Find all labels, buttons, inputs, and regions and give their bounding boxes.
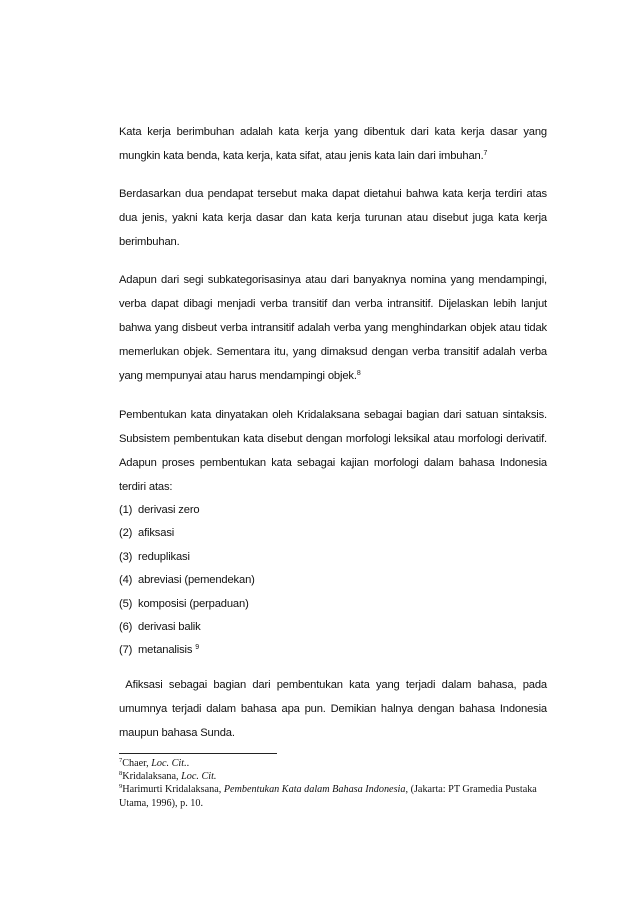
footnotes [119, 757, 547, 810]
footnote-separator [119, 753, 277, 754]
list-item [119, 569, 547, 592]
footnote-ref: 9 [195, 644, 200, 652]
list-text: derivasi balik [138, 621, 201, 634]
list-item [119, 522, 547, 545]
paragraph-3 [119, 268, 547, 388]
list-text: komposisi (perpaduan) [138, 597, 249, 610]
list-item [119, 593, 547, 616]
list-number: (1) [119, 504, 133, 516]
paragraph-5 [119, 673, 550, 745]
paragraph-text: Afiksasi sebagai bagian dari pembentukan kata yang terjadi dalam bahasa, pada umumnya terjadi dalam bahasa apa pun. Demikian halnya dengan bahasa Indonesia maupun bahasa Sunda. [119, 679, 550, 739]
list-number: (2) [119, 527, 133, 540]
footnote-number: 8 [119, 770, 123, 778]
footnote-8 [119, 770, 547, 783]
footnote-title: Loc. Cit. [151, 758, 187, 769]
list-text: reduplikasi [138, 550, 190, 563]
footnote-title: Pembentukan Kata dalam Bahasa Indonesia [223, 784, 406, 796]
list-item [119, 639, 547, 662]
list-number: (3) [119, 550, 133, 563]
paragraph-text: Berdasarkan dua pendapat tersebut maka dapat dietahui bahwa kata kerja terdiri atas dua jenis, yakni kata kerja dasar dan kata kerja turunan atau disebut juga kata kerja berimbuhan. [119, 188, 547, 248]
list-number: (5) [119, 597, 133, 610]
list-text: abreviasi (pemendekan) [138, 574, 255, 587]
paragraph-1 [119, 120, 547, 168]
paragraph-text: Pembentukan kata dinyatakan oleh Kridalaksana sebagai bagian dari satuan sintaksis. Subsistem pembentukan kata disebut dengan morfologi leksikal atau morfologi derivatif. Adapun proses pembentukan kata sebagai kajian morfologi dalam bahasa Indonesia terdiri atas: [119, 409, 547, 493]
list-number: (6) [119, 621, 133, 634]
footnote-7 [119, 757, 547, 770]
footnote-author: Chaer, [122, 758, 152, 769]
paragraph-text: Adapun dari segi subkategorisasinya atau dari banyaknya nomina yang mendampingi, verba dapat dibagi menjadi verba transitif dan verba intransitif. Dijelaskan lebih lanjut bahwa yang disbeut verba intransitif adalah verba yang menghindarkan objek atau tidak memerlukan objek. Sementara itu, yang dimaksud dengan verba transitif adalah verba yang mempunyai atau harus mendampingi objek. [119, 274, 547, 382]
list-text: derivasi zero [138, 504, 200, 516]
word-formation-list [119, 499, 547, 663]
footnote-author: Kridalaksana, [122, 771, 182, 783]
list-text: metanalisis [138, 644, 196, 657]
list-item [119, 616, 547, 639]
footnote-9 [119, 783, 547, 809]
paragraph-4 [119, 403, 547, 663]
footnote-ref: 7 [483, 150, 488, 157]
list-item [119, 546, 547, 569]
list-number: (7) [119, 644, 133, 657]
footnote-tail: . [186, 758, 190, 769]
footnote-ref: 8 [356, 370, 361, 377]
footnote-tail: , (Jakarta: PT Gramedia Pustaka Utama, 1996), p. 10. [119, 784, 537, 809]
list-item [119, 499, 547, 522]
footnote-number: 7 [119, 757, 123, 764]
paragraph-2 [119, 182, 547, 254]
paragraph-text: Kata kerja berimbuhan adalah kata kerja yang dibentuk dari kata kerja dasar yang mungkin kata benda, kata kerja, kata sifat, atau jenis kata lain dari imbuhan. [119, 126, 547, 162]
list-text: afiksasi [138, 527, 175, 540]
footnote-author: Harimurti Kridalaksana, [122, 784, 224, 796]
footnote-number: 9 [119, 783, 123, 791]
footnote-title: Loc. Cit. [181, 771, 217, 783]
list-number: (4) [119, 574, 133, 587]
